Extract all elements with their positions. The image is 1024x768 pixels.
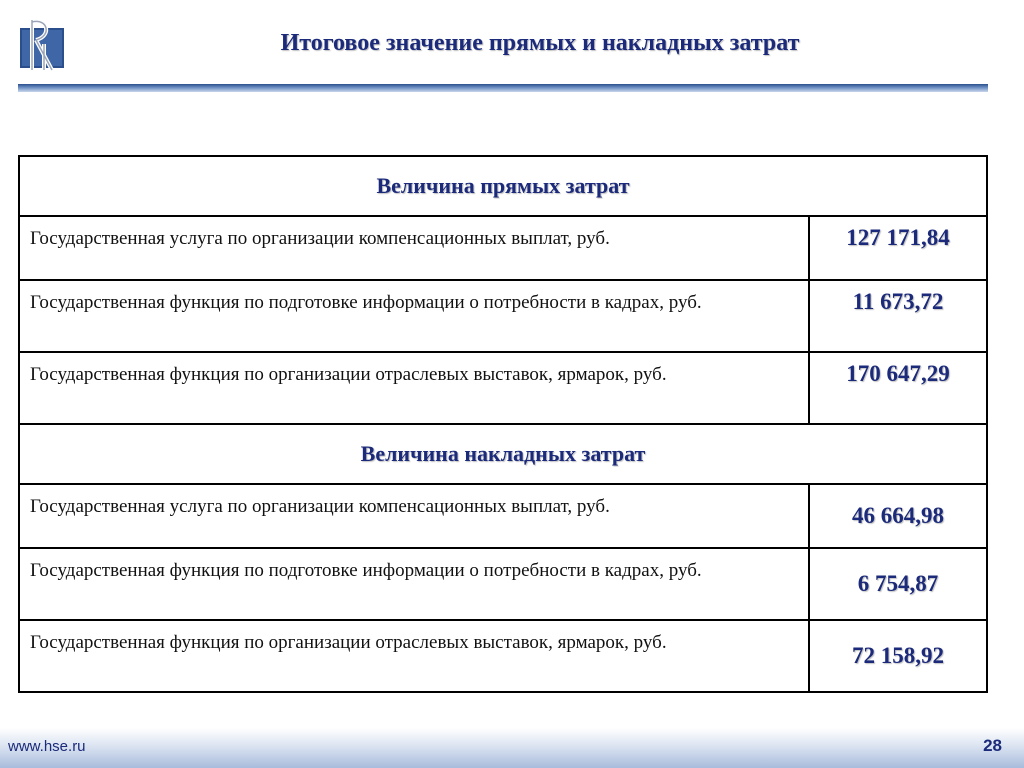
costs-table	[18, 155, 988, 693]
hse-logo-icon	[18, 14, 68, 74]
row-value: 72 158,92	[809, 620, 987, 692]
row-description: Государственная услуга по организации компенсационных выплат, руб.	[19, 484, 809, 548]
table-row	[19, 280, 987, 352]
row-description: Государственная услуга по организации компенсационных выплат, руб.	[19, 216, 809, 280]
row-value: 46 664,98	[809, 484, 987, 548]
footer-site-link[interactable]: www.hse.ru	[8, 738, 86, 755]
section-heading-overhead: Величина накладных затрат	[19, 424, 987, 484]
row-value: 6 754,87	[809, 548, 987, 620]
row-description: Государственная функция по подготовке информации о потребности в кадрах, руб.	[19, 548, 809, 620]
row-value: 11 673,72	[809, 280, 987, 352]
title-divider	[18, 84, 988, 92]
section-row-direct	[19, 156, 987, 216]
section-heading-direct: Величина прямых затрат	[19, 156, 987, 216]
section-row-overhead	[19, 424, 987, 484]
footer-band	[0, 728, 1024, 768]
table-row	[19, 484, 987, 548]
slide-title: Итоговое значение прямых и накладных затрат	[280, 30, 800, 56]
row-description: Государственная функция по организации отраслевых выставок, ярмарок, руб.	[19, 620, 809, 692]
row-value: 127 171,84	[809, 216, 987, 280]
table-row	[19, 352, 987, 424]
row-description: Государственная функция по организации отраслевых выставок, ярмарок, руб.	[19, 352, 809, 424]
page-number: 28	[983, 736, 1002, 755]
table-row	[19, 216, 987, 280]
row-description: Государственная функция по подготовке информации о потребности в кадрах, руб.	[19, 280, 809, 352]
table-row	[19, 620, 987, 692]
row-value: 170 647,29	[809, 352, 987, 424]
table-row	[19, 548, 987, 620]
